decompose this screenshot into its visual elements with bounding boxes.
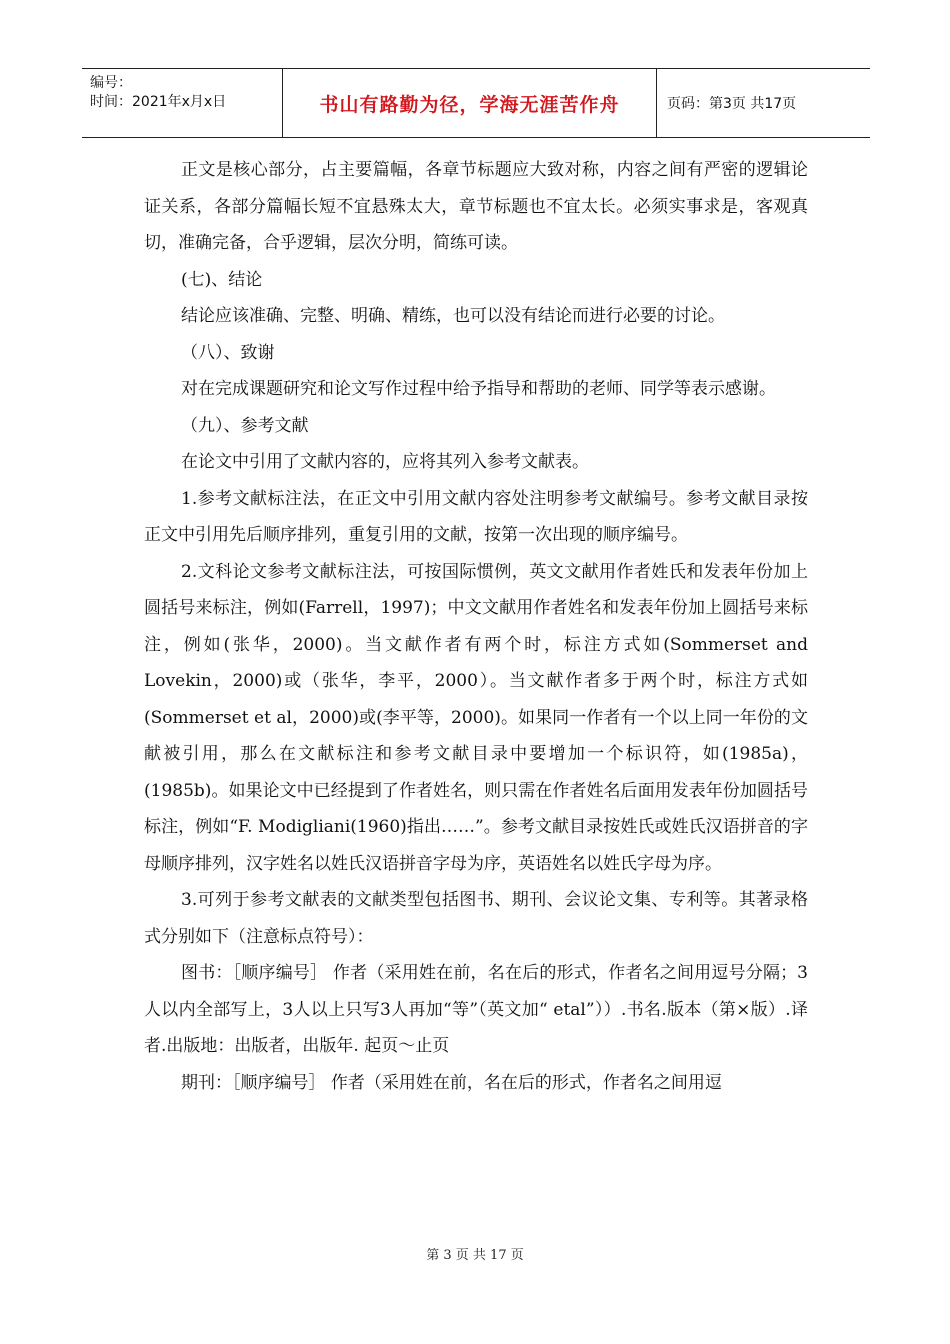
time-label: 时间：2021年x月x日 [90, 94, 227, 110]
paragraph-references-intro: 在论文中引用了文献内容的，应将其列入参考文献表。 [181, 452, 589, 472]
header-page-info: 页码：第3页 共17页 [667, 96, 797, 112]
paragraph-conclusion: 结论应该准确、完整、明确、精练，也可以没有结论而进行必要的讨论。 [181, 306, 725, 326]
page-header [82, 68, 870, 138]
paragraph-book-format: 图书：［顺序编号］ 作者（采用姓在前，名在后的形式，作者名之间用逗号分隔；3人以内全部写上，3人以上只写3人再加“等”（英文加“ etal”））.书名.版本（第×版）.译者.出版地：出版者，出版年. 起页～止页 [144, 963, 808, 1056]
paragraph-body-text: 正文是核心部分，占主要篇幅，各章节标题应大致对称，内容之间有严密的逻辑论证关系，各部分篇幅长短不宜悬殊太大，章节标题也不宜太长。必须实事求是，客观真切，准确完备，合乎逻辑，层次分明，简练可读。 [144, 160, 808, 253]
document-body [144, 152, 808, 1101]
paragraph-journal-format: 期刊：［顺序编号］ 作者（采用姓在前，名在后的形式，作者名之间用逗 [181, 1072, 722, 1093]
page-footer: 第 3 页 共 17 页 [426, 1248, 524, 1263]
paragraph-acknowledgement: 对在完成课题研究和论文写作过程中给予指导和帮助的老师、同学等表示感谢。 [181, 379, 776, 399]
heading-conclusion: (七)、结论 [181, 269, 263, 290]
paragraph-reference-rule-3: 3.可列于参考文献表的文献类型包括图书、期刊、会议论文集、专利等。其著录格式分别如下（注意标点符号）： [144, 890, 808, 947]
paragraph-reference-rule-1: 1.参考文献标注法，在正文中引用文献内容处注明参考文献编号。参考文献目录按正文中引用先后顺序排列，重复引用的文献，按第一次出现的顺序编号。 [144, 488, 808, 545]
paragraph-reference-rule-2: 2.文科论文参考文献标注法，可按国际惯例，英文文献用作者姓氏和发表年份加上圆括号来标注，例如(Farrell，1997)；中文文献用作者姓名和发表年份加上圆括号来标注，例如(张华，2000)。当文献作者有两个时，标注方式如(Sommerset and Lovekin，2000)或（张华，李平，2000）。当文献作者多于两个时，标注方式如(Sommerset et al，2000)或(李平等，2000)。如果同一作者有一个以上同一年份的文献被引用，那么在文献标注和参考文献目录中要增加一个标识符，如(1985a)，(1985b)。如果论文中已经提到了作者姓名，则只需在作者姓名后面用发表年份加圆括号标注，例如“F. Modigliani(1960)指出……”。参考文献目录按姓氏或姓氏汉语拼音的字母顺序排列，汉字姓名以姓氏汉语拼音字母为序，英语姓名以姓氏字母为序。 [144, 561, 808, 874]
header-motto: 书山有路勤为径，学海无涯苦作舟 [319, 93, 620, 116]
heading-references: （九）、参考文献 [181, 415, 309, 436]
heading-acknowledgement: （八）、致谢 [181, 342, 275, 363]
number-label: 编号： [90, 75, 132, 91]
header-meta [82, 69, 282, 137]
